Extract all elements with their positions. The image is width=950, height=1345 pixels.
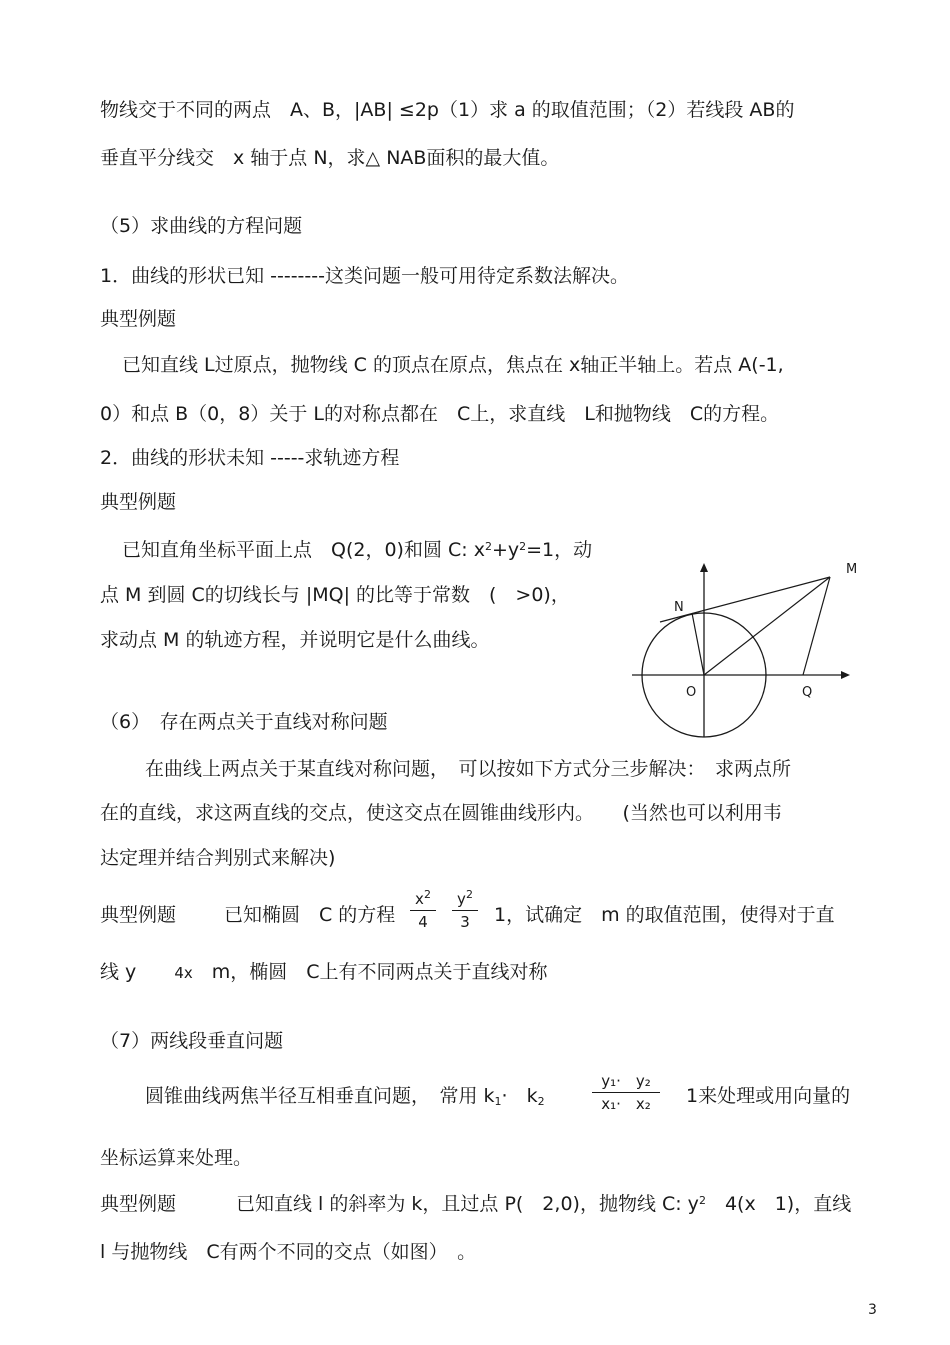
- subsection-2: 2．曲线的形状未知 -----求轨迹方程: [100, 447, 400, 469]
- fraction-y1y2-over-x1x2: y₁· y₂ x₁· x₂: [592, 1072, 660, 1113]
- segment-mq: [803, 577, 830, 675]
- paragraph-line: 已知直线 L过原点，抛物线 C 的顶点在原点，焦点在 x轴正半轴上。若点 A(-1,: [122, 354, 784, 376]
- example-label: 典型例题: [100, 904, 177, 926]
- section-heading-6: （6） 存在两点关于直线对称问题: [100, 711, 388, 733]
- paragraph-line: 在的直线，求这两直线的交点，使这交点在圆锥曲线形内。 (当然也可以利用韦: [100, 802, 782, 824]
- paragraph-line: 已知直角坐标平面上点 Q(2，0)和圆 C: $x^2+y^2=1$，动: [122, 539, 593, 561]
- circle-tangent-figure: [620, 555, 860, 740]
- paragraph-line: 坐标运算来处理。: [100, 1147, 253, 1169]
- paragraph-line: 在曲线上两点关于某直线对称问题， 可以按如下方式分三步解决： 求两点所: [145, 758, 792, 780]
- page-number: 3: [868, 1302, 877, 1318]
- paragraph-line: 物线交于不同的两点 A、B，|AB| ≤2p（1）求 a 的取值范围；（2）若线段 AB的: [100, 99, 795, 121]
- label-q: Q: [802, 685, 813, 700]
- paragraph-line: 垂直平分线交 x 轴于点 N，求△ NAB面积的最大值。: [100, 147, 560, 169]
- paragraph-line: 圆锥曲线两焦半径互相垂直问题， 常用 $k_1\cdot$ $k_2$: [145, 1085, 545, 1108]
- paragraph-line: 点 M 到圆 C的切线长与 |MQ| 的比等于常数 ( >0)，: [100, 584, 570, 606]
- paragraph-line: 1来处理或用向量的: [686, 1085, 851, 1107]
- paragraph-line: 线 y 4x m，椭圆 C上有不同两点关于直线对称: [100, 961, 548, 983]
- section-heading-5: （5）求曲线的方程问题: [100, 215, 303, 237]
- example-label: 典型例题: [100, 491, 177, 513]
- label-m: M: [846, 562, 858, 577]
- x-axis-arrow: [841, 671, 850, 679]
- paragraph-line: 求动点 M 的轨迹方程，并说明它是什么曲线。: [100, 629, 490, 651]
- subsection-1: 1．曲线的形状已知 --------这类问题一般可用待定系数法解决。: [100, 265, 629, 287]
- y-axis-arrow: [700, 563, 708, 572]
- paragraph-line: 1，试确定 m 的取值范围，使得对于直: [494, 904, 835, 926]
- fraction-y2-over-3: $y^2$ 3: [452, 890, 478, 931]
- example-label: 典型例题: [100, 308, 177, 330]
- paragraph-line: 达定理并结合判别式来解决): [100, 847, 336, 869]
- paragraph-line: 已知椭圆 C 的方程: [224, 904, 396, 926]
- section-heading-7: （7）两线段垂直问题: [100, 1030, 284, 1052]
- segment-on: [692, 613, 704, 675]
- segment-om: [704, 577, 830, 675]
- paragraph-line: 0）和点 B（0，8）关于 L的对称点都在 C上，求直线 L和抛物线 C的方程。: [100, 403, 780, 425]
- label-n: N: [674, 600, 684, 615]
- label-o: O: [686, 685, 697, 700]
- tangent-nm: [660, 577, 830, 622]
- paragraph-line: l 与抛物线 C有两个不同的交点（如图） 。: [100, 1241, 477, 1263]
- example-label: 典型例题: [100, 1193, 177, 1215]
- fraction-x2-over-4: $x^2$ 4: [410, 890, 436, 931]
- paragraph-line: 已知直线 l 的斜率为 k，且过点 P( 2,0)，抛物线 C: $y^2$ 4(x 1)，直线: [236, 1193, 852, 1215]
